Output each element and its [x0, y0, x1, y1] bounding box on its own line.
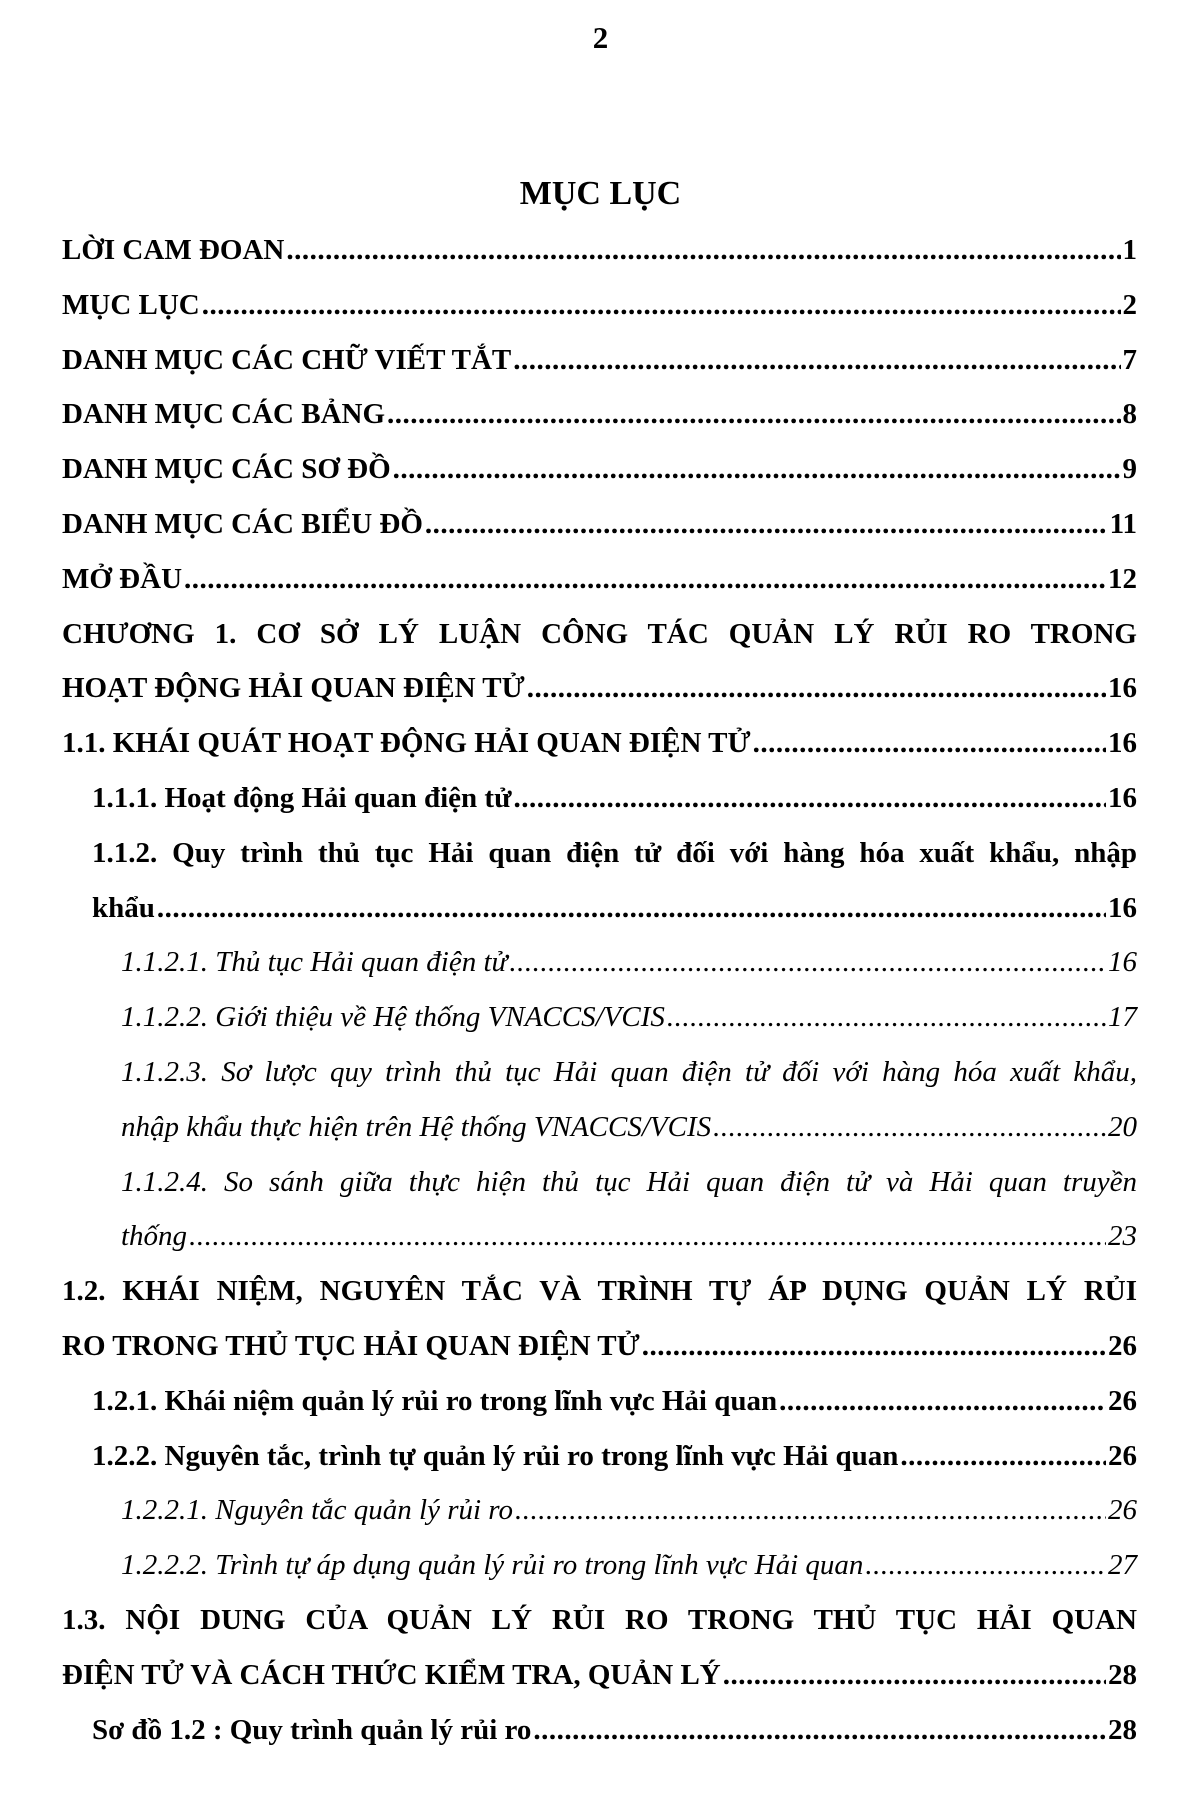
- table-of-contents: [0, 223, 1201, 1757]
- toc-entry-text: DANH MỤC CÁC SƠ ĐỒ: [62, 453, 391, 486]
- toc-entry[interactable]: [0, 333, 1201, 388]
- toc-entry-text: MỤC LỤC: [62, 288, 200, 321]
- toc-entry-page: 27: [1108, 1549, 1137, 1582]
- toc-leader-dots: [189, 1209, 1106, 1264]
- toc-leader-dots: [527, 661, 1106, 716]
- toc-entry-page: 1: [1122, 234, 1137, 266]
- toc-entry-page: 7: [1122, 343, 1137, 376]
- toc-leader-dots: [900, 1429, 1106, 1484]
- toc-entry[interactable]: [0, 716, 1201, 771]
- toc-entry-page: 26: [1108, 1494, 1137, 1527]
- toc-entry-line1[interactable]: 1.1.2.3. Sơ lược quy trình thủ tục Hải quan điện tử đối với hàng hóa xuất khẩu,: [121, 1055, 1137, 1088]
- toc-leader-dots: [713, 1100, 1106, 1155]
- toc-entry-text: 1.1.1. Hoạt động Hải quan điện tử: [92, 781, 512, 814]
- toc-entry[interactable]: [0, 552, 1201, 607]
- toc-entry-page: 28: [1108, 1713, 1137, 1746]
- toc-entry[interactable]: [0, 935, 1201, 990]
- toc-entry-text: 1.2.2.1. Nguyên tắc quản lý rủi ro: [121, 1494, 513, 1527]
- toc-leader-dots: [533, 1703, 1106, 1758]
- toc-leader-dots: [642, 1319, 1106, 1374]
- toc-entry[interactable]: [0, 442, 1201, 497]
- toc-entry-text: DANH MỤC CÁC BẢNG: [62, 398, 386, 431]
- toc-entry-page: 23: [1108, 1220, 1137, 1253]
- toc-entry-page: 16: [1108, 781, 1137, 814]
- toc-entry-text: LỜI CAM ĐOAN: [62, 234, 285, 266]
- toc-entry-page: 11: [1109, 507, 1137, 540]
- toc-entry-text: 1.2.2. Nguyên tắc, trình tự quản lý rủi ro trong lĩnh vực Hải quan: [92, 1439, 899, 1472]
- toc-entry[interactable]: [0, 1703, 1201, 1758]
- toc-entry[interactable]: [0, 661, 1201, 716]
- toc-entry-page: 17: [1108, 1001, 1137, 1034]
- toc-entry[interactable]: [0, 497, 1201, 552]
- toc-leader-dots: [865, 1538, 1106, 1593]
- toc-leader-dots: [667, 990, 1106, 1045]
- toc-entry-page: 26: [1108, 1439, 1137, 1472]
- page-number: 2: [592, 20, 609, 55]
- toc-entry-line1[interactable]: 1.1.2.4. So sánh giữa thực hiện thủ tục Hải quan điện tử và Hải quan truyền: [121, 1165, 1137, 1198]
- toc-entry-text: MỞ ĐẦU: [62, 562, 183, 595]
- toc-leader-dots: [184, 552, 1106, 607]
- toc-entry[interactable]: [0, 990, 1201, 1045]
- toc-leader-dots: [509, 935, 1106, 990]
- toc-entry-page: 12: [1108, 562, 1137, 595]
- toc-entry[interactable]: [0, 1374, 1201, 1429]
- toc-entry-page: 2: [1122, 288, 1137, 321]
- toc-entry-text: DANH MỤC CÁC BIỂU ĐỒ: [62, 507, 423, 540]
- toc-leader-dots: [723, 1648, 1106, 1703]
- toc-entry-text: RO TRONG THỦ TỤC HẢI QUAN ĐIỆN TỬ: [62, 1329, 640, 1362]
- toc-entry-line1[interactable]: 1.2. KHÁI NIỆM, NGUYÊN TẮC VÀ TRÌNH TỰ ÁP DỤNG QUẢN LÝ RỦI: [62, 1275, 1137, 1308]
- toc-entry[interactable]: [0, 1483, 1201, 1538]
- toc-entry[interactable]: [0, 1100, 1201, 1155]
- toc-entry[interactable]: [0, 881, 1201, 936]
- toc-leader-dots: [387, 387, 1120, 442]
- toc-entry-text: Sơ đồ 1.2 : Quy trình quản lý rủi ro: [92, 1713, 532, 1746]
- toc-leader-dots: [779, 1374, 1106, 1429]
- toc-entry-page: 20: [1108, 1110, 1137, 1143]
- toc-entry[interactable]: [0, 387, 1201, 442]
- toc-entry-text: DANH MỤC CÁC CHỮ VIẾT TẮT: [62, 343, 512, 376]
- toc-title: MỤC LỤC: [519, 175, 682, 212]
- toc-entry-page: 8: [1122, 398, 1137, 431]
- toc-entry-page: 28: [1108, 1658, 1137, 1691]
- toc-entry[interactable]: [0, 1319, 1201, 1374]
- toc-leader-dots: [157, 881, 1106, 936]
- toc-entry-page: 26: [1108, 1384, 1137, 1417]
- toc-entry-page: 16: [1108, 727, 1137, 760]
- toc-entry-text: thống: [121, 1220, 188, 1253]
- toc-leader-dots: [286, 223, 1120, 278]
- toc-entry-text: HOẠT ĐỘNG HẢI QUAN ĐIỆN TỬ: [62, 672, 525, 705]
- toc-entry-page: 16: [1108, 946, 1137, 979]
- toc-entry-line1[interactable]: 1.1.2. Quy trình thủ tục Hải quan điện tử đối với hàng hóa xuất khẩu, nhập: [92, 836, 1137, 869]
- toc-entry-page: 26: [1108, 1329, 1137, 1362]
- toc-entry-text: khẩu: [92, 891, 155, 924]
- toc-entry-text: 1.1. KHÁI QUÁT HOẠT ĐỘNG HẢI QUAN ĐIỆN TỬ: [62, 727, 751, 760]
- toc-entry[interactable]: [0, 223, 1201, 278]
- toc-entry[interactable]: [0, 278, 1201, 333]
- toc-entry-text: 1.1.2.2. Giới thiệu về Hệ thống VNACCS/VCIS: [121, 1001, 665, 1034]
- toc-entry[interactable]: [0, 1538, 1201, 1593]
- toc-entry-text: 1.2.1. Khái niệm quản lý rủi ro trong lĩnh vực Hải quan: [92, 1384, 778, 1417]
- toc-leader-dots: [515, 1483, 1106, 1538]
- toc-leader-dots: [393, 442, 1121, 497]
- toc-entry[interactable]: [0, 1429, 1201, 1484]
- toc-leader-dots: [513, 771, 1106, 826]
- toc-entry-page: 9: [1122, 453, 1137, 486]
- toc-entry-page: 16: [1108, 672, 1137, 705]
- toc-entry[interactable]: [0, 1648, 1201, 1703]
- toc-entry-text: nhập khẩu thực hiện trên Hệ thống VNACCS/VCIS: [121, 1110, 712, 1143]
- toc-leader-dots: [425, 497, 1108, 552]
- toc-entry-line1[interactable]: CHƯƠNG 1. CƠ SỞ LÝ LUẬN CÔNG TÁC QUẢN LÝ RỦI RO TRONG: [62, 617, 1137, 650]
- toc-entry-line1[interactable]: 1.3. NỘI DUNG CỦA QUẢN LÝ RỦI RO TRONG THỦ TỤC HẢI QUAN: [62, 1603, 1137, 1636]
- toc-entry-page: 16: [1108, 891, 1137, 924]
- toc-entry-text: 1.2.2.2. Trình tự áp dụng quản lý rủi ro trong lĩnh vực Hải quan: [121, 1549, 864, 1582]
- toc-entry-text: ĐIỆN TỬ VÀ CÁCH THỨC KIỂM TRA, QUẢN LÝ: [62, 1658, 721, 1691]
- toc-leader-dots: [513, 333, 1120, 388]
- toc-entry[interactable]: [0, 771, 1201, 826]
- toc-leader-dots: [202, 278, 1121, 333]
- toc-entry[interactable]: [0, 1209, 1201, 1264]
- toc-leader-dots: [753, 716, 1106, 771]
- toc-entry-text: 1.1.2.1. Thủ tục Hải quan điện tử: [121, 946, 508, 979]
